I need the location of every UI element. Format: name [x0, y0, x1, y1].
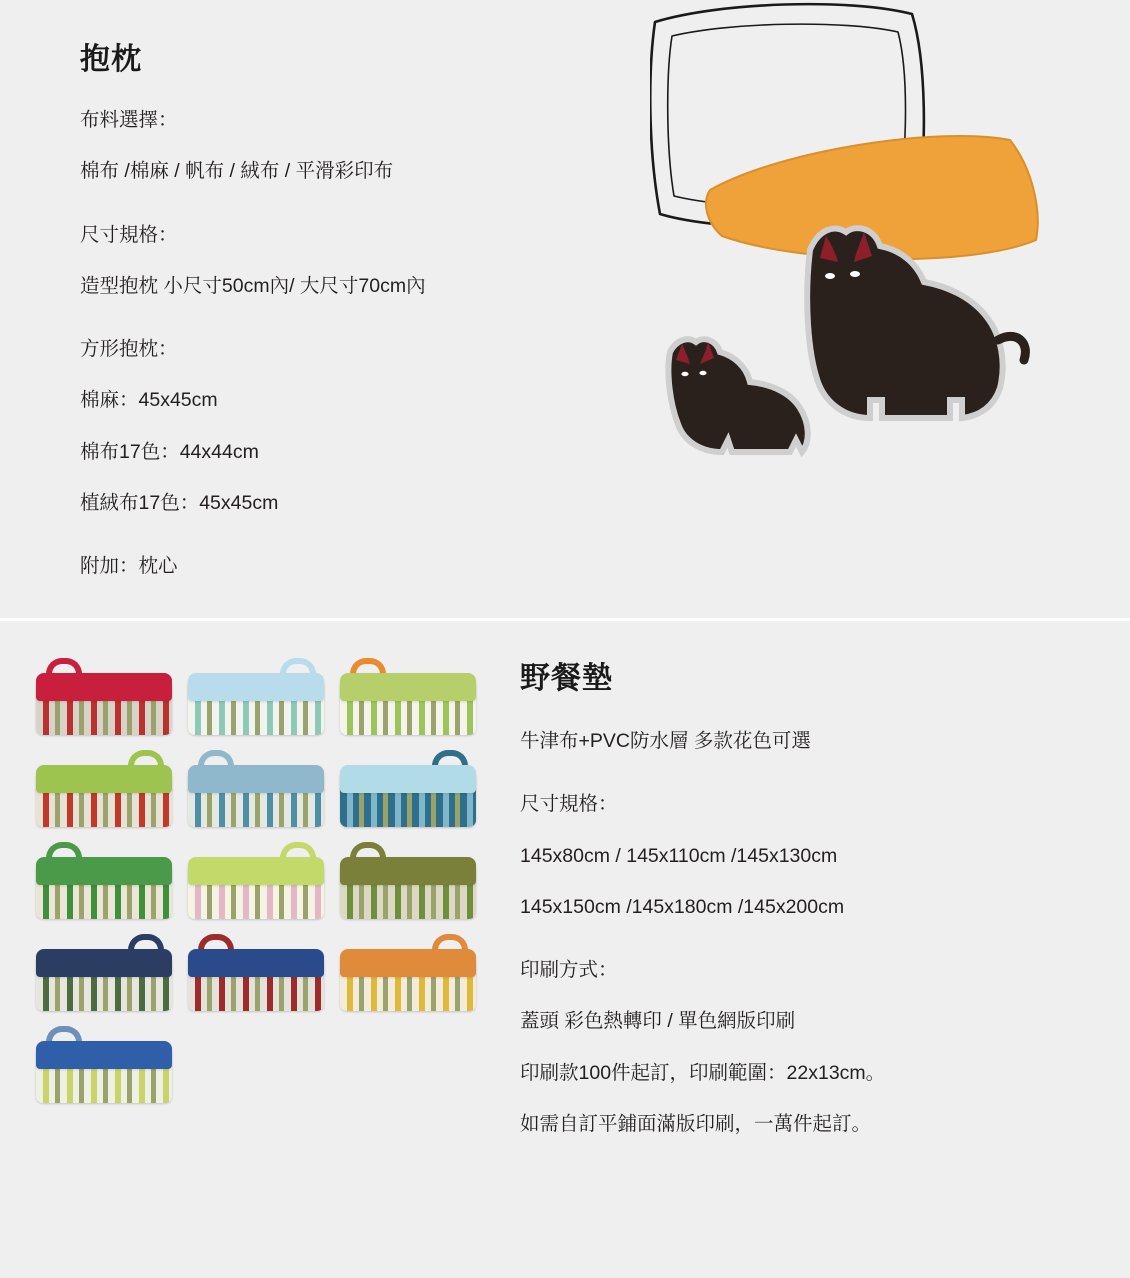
pillow-title: 抱枕 [80, 43, 142, 76]
pillow-size-shaped: 造型抱枕 小尺寸50cm內/ 大尺寸70cm內 [80, 274, 426, 297]
picnic-text-block [520, 653, 1110, 1161]
picnic-size-row2: 145x150cm /145x180cm /145x200cm [520, 895, 845, 918]
mat-green-floral [334, 653, 484, 745]
pillow-size-label: 尺寸規格： [80, 223, 178, 246]
picnic-print-methods: 蓋頭 彩色熱轉印 / 單色網版印刷 [520, 1010, 796, 1033]
mat-flap [340, 673, 476, 701]
cat-small-eye-left [681, 372, 688, 376]
pillow-fabric-label: 布料選擇： [80, 109, 178, 131]
mat-flap [36, 765, 172, 793]
cat-small-body [668, 339, 807, 452]
cat-large-eye-left [825, 273, 835, 279]
mat-flap [188, 765, 324, 793]
pillow-section [0, 0, 1130, 618]
mat-blue-leaf [30, 1021, 180, 1113]
cat-small-eye-right [699, 371, 706, 375]
mat-flap [340, 857, 476, 885]
mat-flap [36, 857, 172, 885]
mat-flap [36, 1041, 172, 1069]
mat-green-rainbow [30, 745, 180, 837]
pillow-square-label: 方形抱枕： [80, 338, 178, 360]
small-cat-pillow [668, 339, 807, 452]
mat-flap [340, 765, 476, 793]
mat-red-stripe [30, 653, 180, 745]
mat-darkred-stripe [182, 929, 332, 1021]
picnic-title: 野餐墊 [520, 662, 613, 695]
mat-teal-floral [334, 745, 484, 837]
pillow-extra: 附加：枕心 [80, 555, 178, 577]
pillow-size-cotton: 棉布17色：44x44cm [80, 440, 259, 463]
picnic-size-row1: 145x80cm / 145x110cm /145x130cm [520, 844, 838, 867]
pillow-size-flock: 植絨布17色：45x45cm [80, 491, 279, 514]
mat-flap [340, 949, 476, 977]
picnic-mat-gallery [30, 653, 490, 1113]
cat-large-body [807, 228, 1002, 418]
mat-green-stripe [30, 837, 180, 929]
mat-olive-stripe [334, 837, 484, 929]
mat-navy-stripe [30, 929, 180, 1021]
pillow-text-block [80, 34, 640, 603]
mat-flap [188, 949, 324, 977]
picnic-print-label: 印刷方式： [520, 959, 618, 981]
cat-large-eye-right [850, 271, 860, 277]
picnic-section [0, 621, 1130, 1278]
mat-flap [188, 673, 324, 701]
picnic-print-custom: 如需自訂平鋪面滿版印刷，一萬件起訂。 [520, 1112, 872, 1135]
mat-flap [36, 949, 172, 977]
pillow-illustration-svg [650, 0, 1130, 470]
pillow-size-linen: 棉麻：45x45cm [80, 389, 218, 412]
mat-cream-dots [182, 837, 332, 929]
picnic-print-moq: 印刷款100件起訂，印刷範圍：22x13cm。 [520, 1061, 886, 1084]
pillow-fabric-value: 棉布 /棉麻 / 帆布 / 絨布 / 平滑彩印布 [80, 160, 394, 183]
mat-blue-stripe [182, 745, 332, 837]
mat-lightblue-floral [182, 653, 332, 745]
mat-orange-floral [334, 929, 484, 1021]
mat-flap [36, 673, 172, 701]
picnic-material: 牛津布+PVC防水層 多款花色可選 [520, 730, 811, 752]
picnic-size-label: 尺寸規格： [520, 793, 618, 816]
pillow-illustration [650, 0, 1130, 470]
mat-flap [188, 857, 324, 885]
